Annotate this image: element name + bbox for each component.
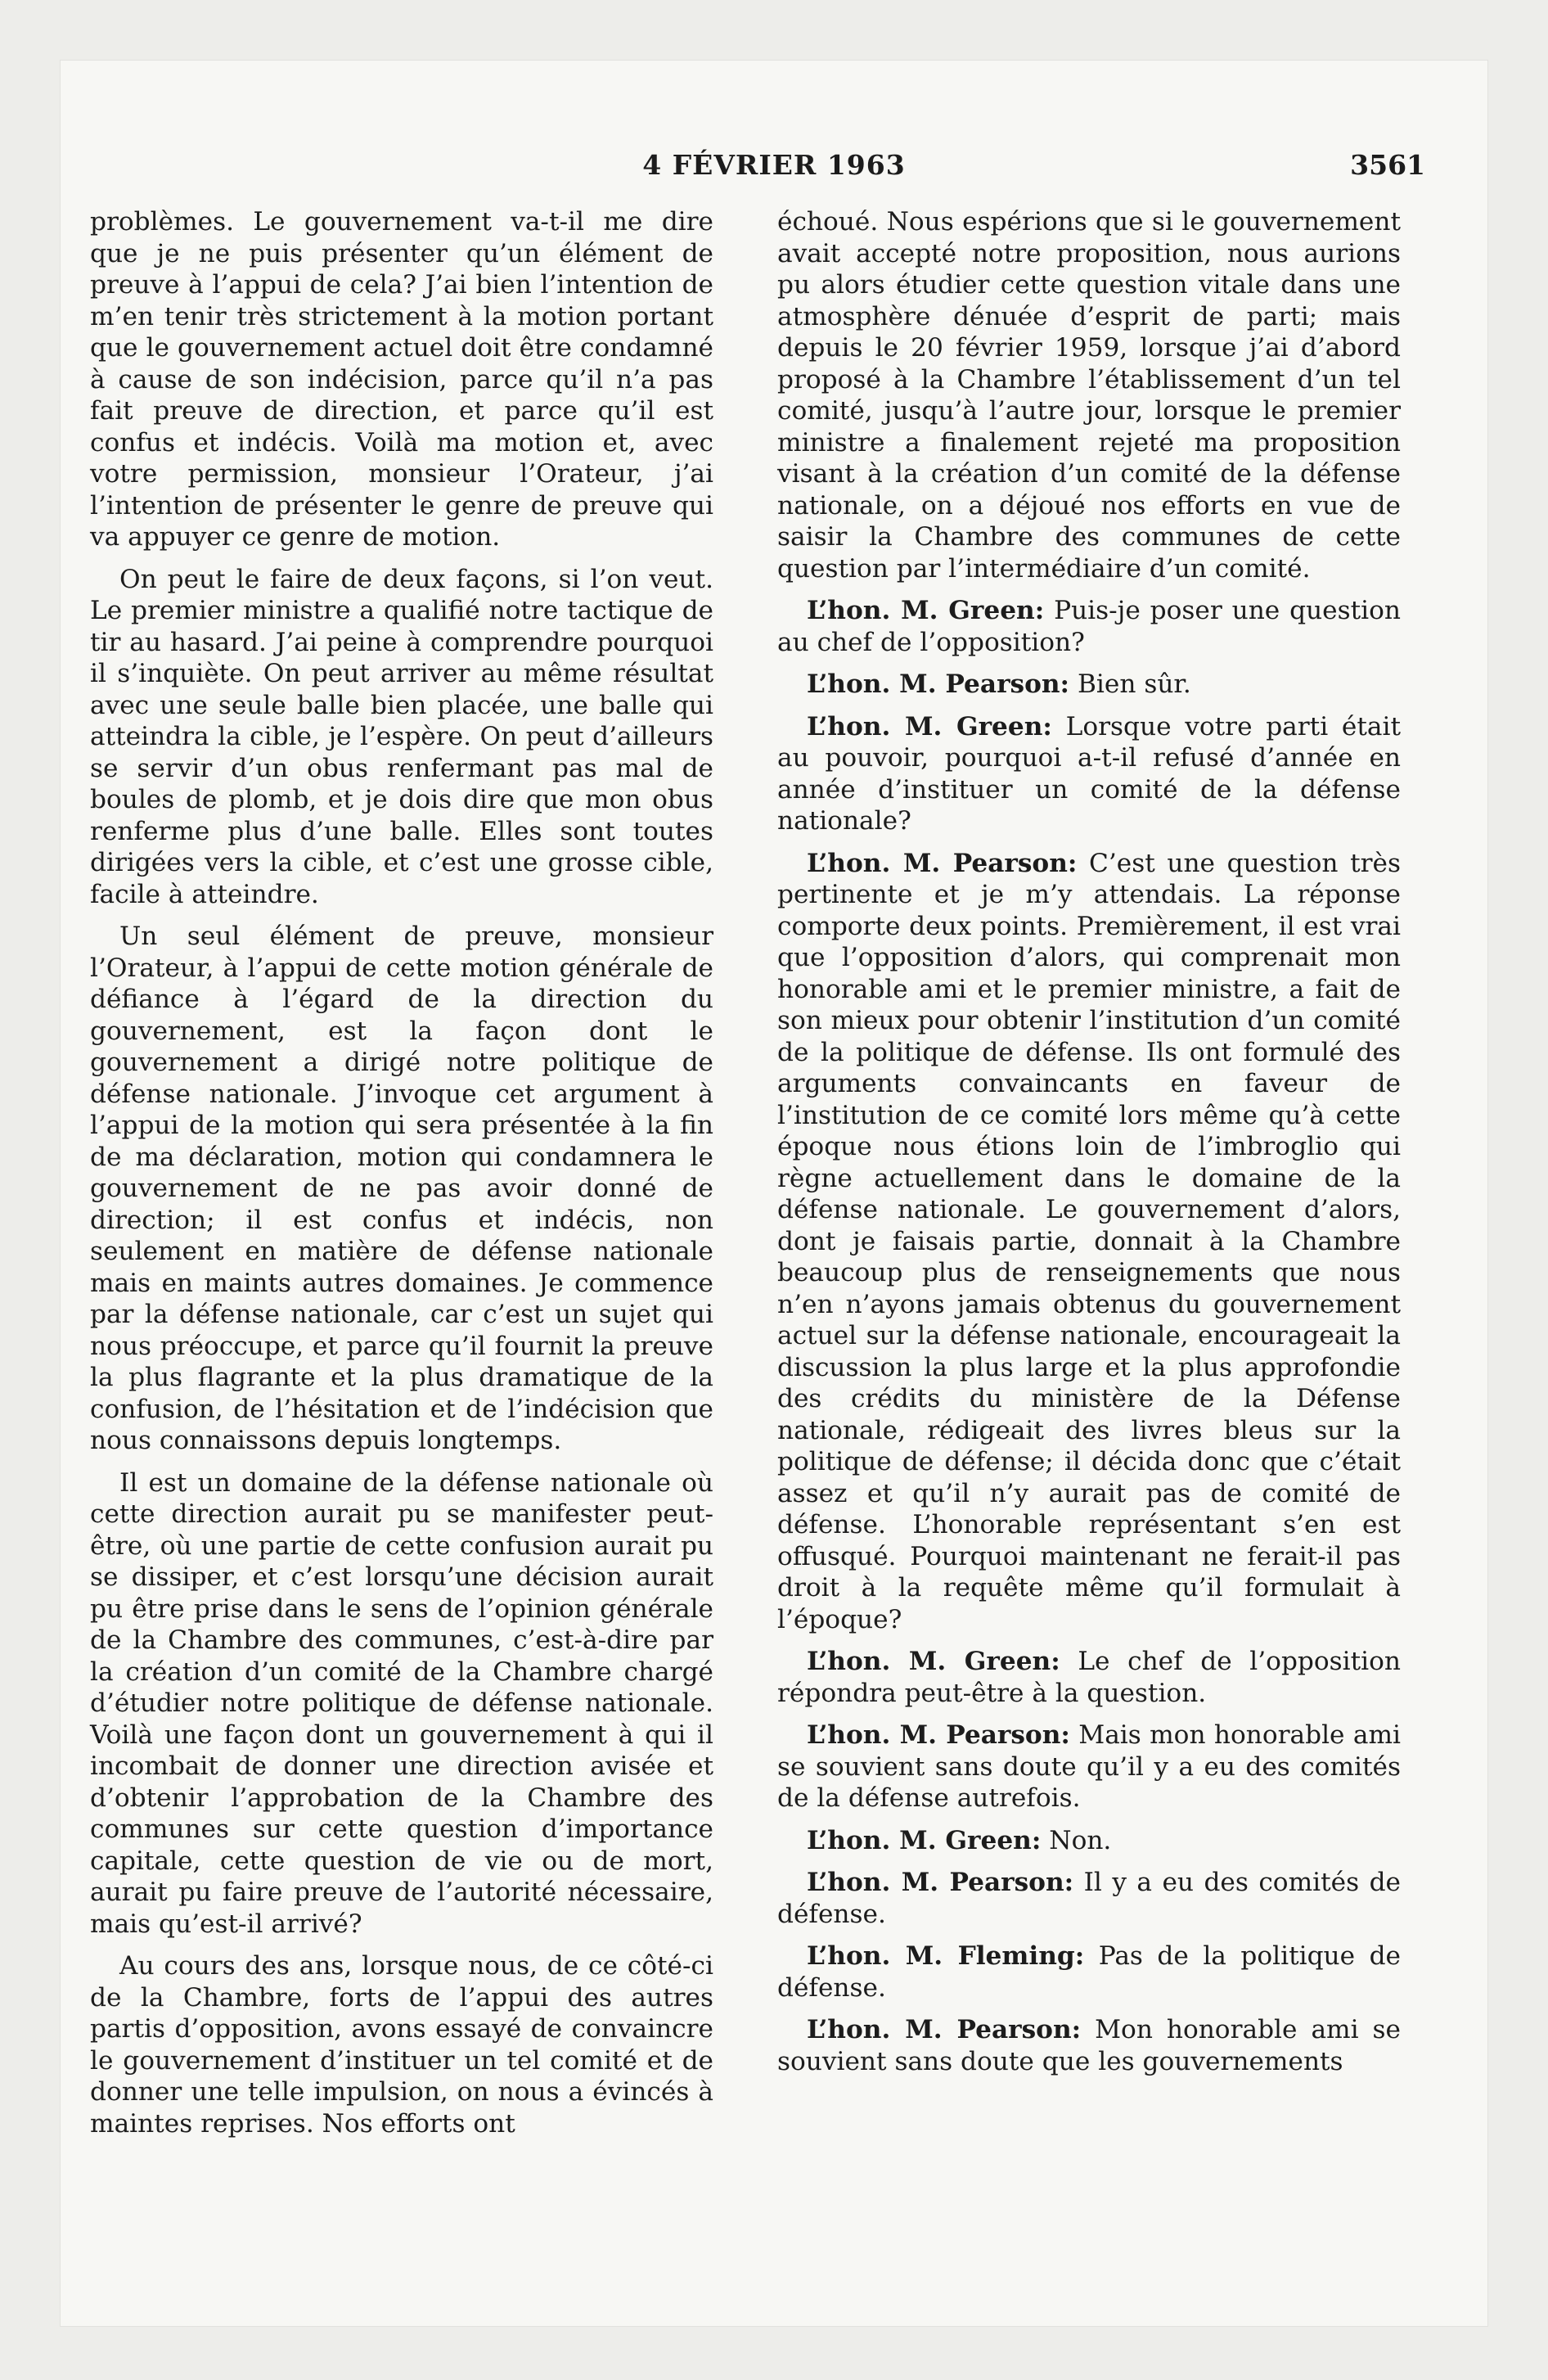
speech-text: C’est une question très pertinente et je m’y attendais. La réponse comporte deux points. Premièrement, il est vrai que l’opposition d’alors, qui comprenait mon honorable ami et le premier ministre, a fait de son mieux pour obtenir l’institution d’un comité de la politique de défense. Ils ont formulé des arguments convaincants en faveur de l’institution de ce comité lors même qu’à cette époque nous étions loin de l’imbroglio qui règne actuellement dans le domaine de la défense nationale. Le gouvernement d’alors, dont je faisais partie, donnait à la Chambre beaucoup plus de renseignements que nous n’en n’ayons jamais obtenus du gouvernement actuel sur la défense nationale, encourageait la discussion la plus large et la plus approfondie des crédits du ministère de la Défense nationale, rédigeait des livres bleus sur la politique de défense; il décida donc que c’était assez et qu’il n’y aurait pas de comité de défense. L’honorable représentant s’en est offusqué. Pourquoi maintenant ne ferait-il pas droit à la requête même qu’il formulait à l’époque? <box>777 848 1401 1634</box>
speech <box>777 669 1401 701</box>
speaker-name: L’hon. M. Pearson: <box>807 2015 1082 2044</box>
paragraph: Il est un domaine de la défense nationale où cette direction aurait pu se manifester peut-être, où une partie de cette confusion aurait pu se dissiper, et c’est lorsqu’une décision aurait pu être prise dans le sens de l’opinion générale de la Chambre des communes, c’est-à-dire par la création d’un comité de la Chambre chargé d’étudier notre politique de défense nationale. Voilà une façon dont un gouvernement à qui il incombait de donner une direction avisée et d’obtenir l’approbation de la Chambre des communes sur cette question d’importance capitale, cette question de vie ou de mort, aurait pu faire preuve de l’autorité nécessaire, mais qu’est-il arrivé? <box>90 1467 713 1939</box>
speech-text: Mon honorable ami se souvient sans doute que les gouvernements <box>777 2015 1401 2076</box>
speech-text: Lorsque votre parti était au pouvoir, pourquoi a-t-il refusé d’année en année d’instituer un comité de la défense nationale? <box>777 711 1401 836</box>
speaker-name: L’hon. M. Pearson: <box>807 1868 1074 1897</box>
document-page <box>61 61 1487 2326</box>
page-number: 3561 <box>1350 149 1425 181</box>
speech-text: Non. <box>1049 1825 1112 1855</box>
speech <box>777 1646 1401 1709</box>
paragraph: Un seul élément de preuve, monsieur l’Orateur, à l’appui de cette motion générale de défiance à l’égard de la direction du gouvernement, est la façon dont le gouvernement a dirigé notre politique de défense nationale. J’invoque cet argument à l’appui de la motion qui sera présentée à la fin de ma déclaration, motion qui condamnera le gouvernement de ne pas avoir donné de direction; il est confus et indécis, non seulement en matière de défense nationale mais en maints autres domaines. Je commence par la défense nationale, car c’est un sujet qui nous préoccupe, et parce qu’il fournit la preuve la plus flagrante et la plus dramatique de la confusion, de l’hésitation et de l’indécision que nous connaissons depuis longtemps. <box>90 922 713 1455</box>
speaker-name: L’hon. M. Pearson: <box>807 848 1078 878</box>
speaker-name: L’hon. M. Fleming: <box>807 1941 1085 1971</box>
paragraph: problèmes. Le gouvernement va-t-il me dire que je ne puis présenter qu’un élément de preuve à l’appui de cela? J’ai bien l’intention de m’en tenir très strictement à la motion portant que le gouvernement actuel doit être condamné à cause de son indécision, parce qu’il n’a pas fait preuve de direction, et parce qu’il est confus et indécis. Voilà ma motion et, avec votre permission, monsieur l’Orateur, j’ai l’intention de présenter le genre de preuve qui va appuyer ce genre de motion. <box>90 207 713 552</box>
speech <box>777 2014 1401 2077</box>
speaker-name: L’hon. M. Pearson: <box>807 1720 1070 1750</box>
speech <box>777 1941 1401 2004</box>
speech-text: Bien sûr. <box>1077 669 1191 699</box>
speaker-name: L’hon. M. Green: <box>807 1825 1042 1855</box>
speech-text: Puis-je poser une question au chef de l’opposition? <box>777 596 1401 657</box>
speech-text: Le chef de l’opposition répondra peut-être à la question. <box>777 1647 1401 1708</box>
speech <box>777 1825 1401 1857</box>
paragraph: échoué. Nous espérions que si le gouvernement avait accepté notre proposition, nous aurions pu alors étudier cette question vitale dans une atmosphère dénuée d’esprit de parti; mais depuis le 20 février 1959, lorsque j’ai d’abord proposé à la Chambre l’établissement d’un tel comité, jusqu’à l’autre jour, lorsque le premier ministre a finalement rejeté ma proposition visant à la création d’un comité de la défense nationale, on a déjoué nos efforts en vue de saisir la Chambre des communes de cette question par l’intermédiaire d’un comité. <box>777 207 1401 584</box>
paragraph: Au cours des ans, lorsque nous, de ce côté-ci de la Chambre, forts de l’appui des autres partis d’opposition, avons essayé de convaincre le gouvernement d’instituer un tel comité et de donner une telle impulsion, on nous a évincés à maintes reprises. Nos efforts ont <box>90 1951 713 2139</box>
page-header <box>61 149 1487 190</box>
speaker-name: L’hon. M. Green: <box>807 711 1052 741</box>
speech-text: Mais mon honorable ami se souvient sans doute qu’il y a eu des comités de la défense autrefois. <box>777 1720 1401 1813</box>
speech <box>777 1720 1401 1814</box>
speech-text: Il y a eu des comités de défense. <box>777 1868 1401 1929</box>
left-column <box>90 206 713 2150</box>
header-date: 4 FÉVRIER 1963 <box>642 149 906 181</box>
speaker-name: L’hon. M. Green: <box>807 1647 1060 1676</box>
speech <box>777 711 1401 837</box>
speech <box>777 1867 1401 1930</box>
speaker-name: L’hon. M. Pearson: <box>807 669 1070 699</box>
speech <box>777 848 1401 1636</box>
speaker-name: L’hon. M. Green: <box>807 596 1045 625</box>
paragraph: On peut le faire de deux façons, si l’on veut. Le premier ministre a qualifié notre tactique de tir au hasard. J’ai peine à comprendre pourquoi il s’inquiète. On peut arriver au même résultat avec une seule balle bien placée, une balle qui atteindra la cible, je l’espère. On peut d’ailleurs se servir d’un obus renfermant pas mal de boules de plomb, et je dois dire que mon obus renferme plus d’une balle. Elles sont toutes dirigées vers la cible, et c’est une grosse cible, facile à atteindre. <box>90 564 713 909</box>
speech-text: Pas de la politique de défense. <box>777 1941 1402 2003</box>
speech <box>777 595 1401 658</box>
right-column <box>777 206 1401 2088</box>
